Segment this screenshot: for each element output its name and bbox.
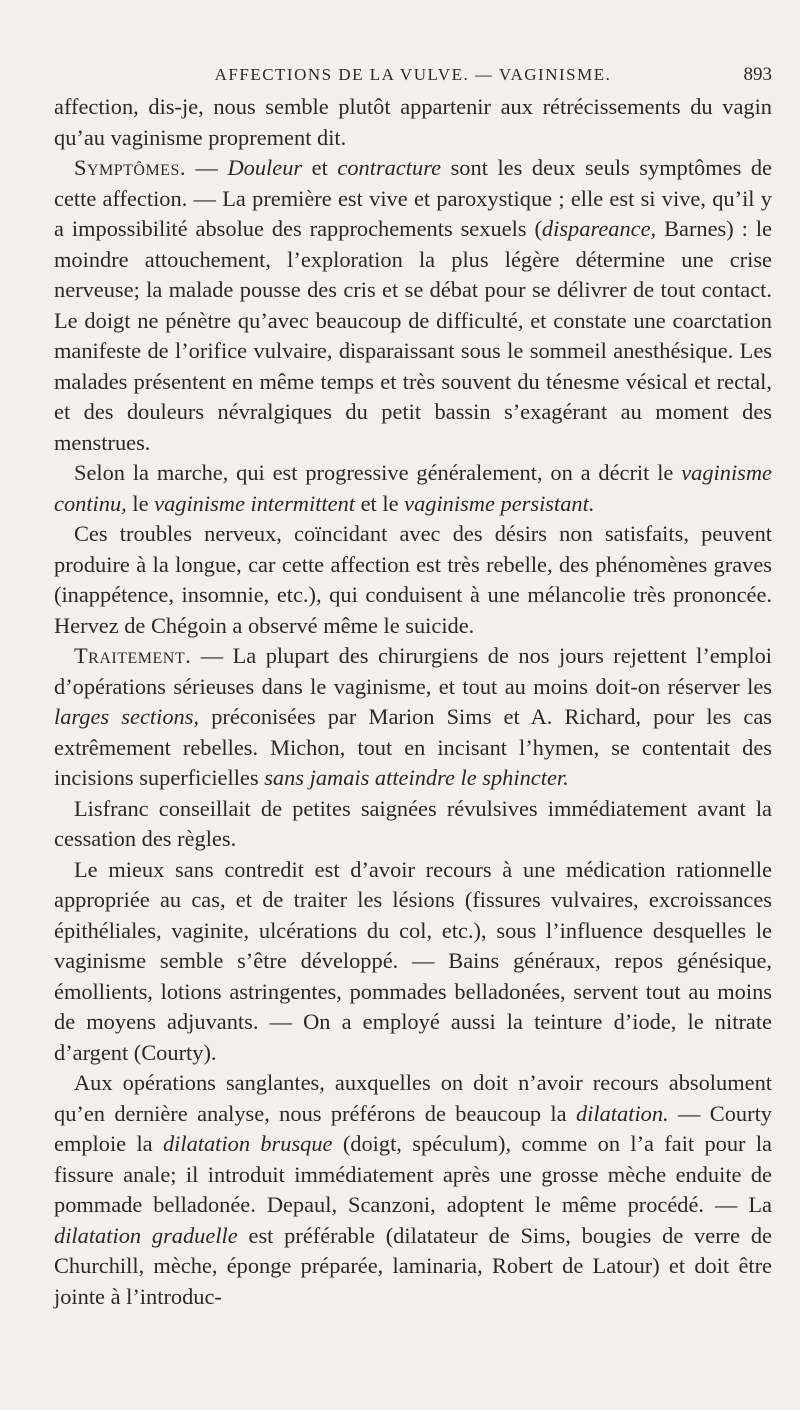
text-run: sont les deux seuls symptômes de cette affection. — La première est vive et paroxystique ; elle est si vive, qu’il y a impossibilité absolue des rapprochements sexuels ( [54,155,772,241]
text-run: Aux opérations sanglantes, auxquelles on doit n’avoir recours absolument qu’en dernière analyse, nous préférons de beaucoup la [54,1070,772,1126]
italic-term: sans jamais atteindre le sphincter. [264,765,569,790]
text-run: — Courty emploie la [54,1100,772,1156]
italic-term: vaginisme continu, [54,460,772,516]
running-title: AFFECTIONS DE LA VULVE. — VAGINISME. [214,65,612,84]
page-number: 893 [743,64,772,85]
text-run: et le [355,490,405,516]
paragraph-continuation: affection, dis-je, nous semble plutôt appartenir aux rétrécissements du vagin qu’au vaginisme proprement dit. [54,94,772,150]
italic-term: dispareance, [541,216,657,241]
text-run: Barnes) : le moindre attouchement, l’exploration la plus légère détermine une crise nerveuse; la malade pousse des cris et se débat pour se délivrer de tout contact. Le doigt ne pénètre qu’avec beaucoup de difficulté, et constate une coarctation manifeste de l’orifice vulvaire, disparaissant sous le sommeil anesthésique. Les malades présentent en même temps et très souvent du ténesme vésical et rectal, et des douleurs névralgiques du petit bassin s’exagérant au moment des menstrues. [54,216,772,455]
italic-term: dilatation brusque [162,1131,333,1156]
paragraph-treatment [54,641,772,794]
text-run: (doigt, spéculum), comme on l’a fait pour la fissure anale; il introduit immédiatement après une grosse mèche enduite de pommade belladonée. Depaul, Scanzoni, adoptent le même procédé. — La [54,1131,772,1217]
text-run: — [185,155,228,180]
paragraph-symptoms [54,153,772,458]
italic-term: dilatation. [575,1100,669,1126]
book-page [54,58,772,1312]
text-run: préconisées par Marion Sims et A. Richard, pour les cas extrêmement rebelles. Michon, tout en incisant l’hymen, se contentait des incisions superficielles [54,704,772,790]
italic-term: Douleur [227,155,303,180]
italic-term: vaginisme intermittent [154,490,355,516]
italic-term: vaginisme persistant. [404,490,595,516]
paragraph-dilatation [54,1068,772,1312]
section-label-symptoms: Symptômes. [74,155,186,180]
text-run: et [302,155,338,180]
paragraph-medication: Le mieux sans contredit est d’avoir recours à une médication rationnelle appropriée au cas, et de traiter les lésions (fissures vulvaires, excroissances épithéliales, vaginite, ulcérations du col, etc.), sous l’influence desquelles le vaginisme semble s’être développé. — Bains généraux, repos génésique, émollients, lotions astringentes, pommades belladonées, servent tout au moins de moyens adjuvants. — On a employé aussi la teinture d’iode, le nitrate d’argent (Courty). [54,856,772,1065]
italic-term: contracture [337,155,442,180]
text-run: — La plupart des chirurgiens de nos jours rejettent l’emploi d’opérations sérieuses dans le vaginisme, et tout au moins doit-on réserver les [54,643,772,699]
italic-term: larges sections, [54,704,200,729]
body-text [54,92,772,1312]
section-label-treatment: Traitement. [74,643,192,668]
italic-term: dilatation graduelle [54,1222,238,1248]
paragraph-lisfranc: Lisfranc conseillait de petites saignées révulsives immédiatement avant la cessation des règles. [54,795,772,851]
running-header [54,58,772,92]
paragraph-forms [54,458,772,519]
text-run: est préférable (dilatateur de Sims, bougies de verre de Churchill, mèche, éponge préparée, laminaria, Robert de Latour) et doit être jointe à l’introduc- [54,1222,772,1309]
text-run: Selon la marche, qui est progressive généralement, on a décrit le [74,460,682,485]
text-run: le [126,490,155,516]
paragraph-nervous-troubles: Ces troubles nerveux, coïncidant avec des désirs non satisfaits, peuvent produire à la longue, car cette affection est très rebelle, des phénomènes graves (inappétence, insomnie, etc.), qui conduisent à une mélancolie très prononcée. Hervez de Chégoin a observé même le suicide. [54,521,772,638]
